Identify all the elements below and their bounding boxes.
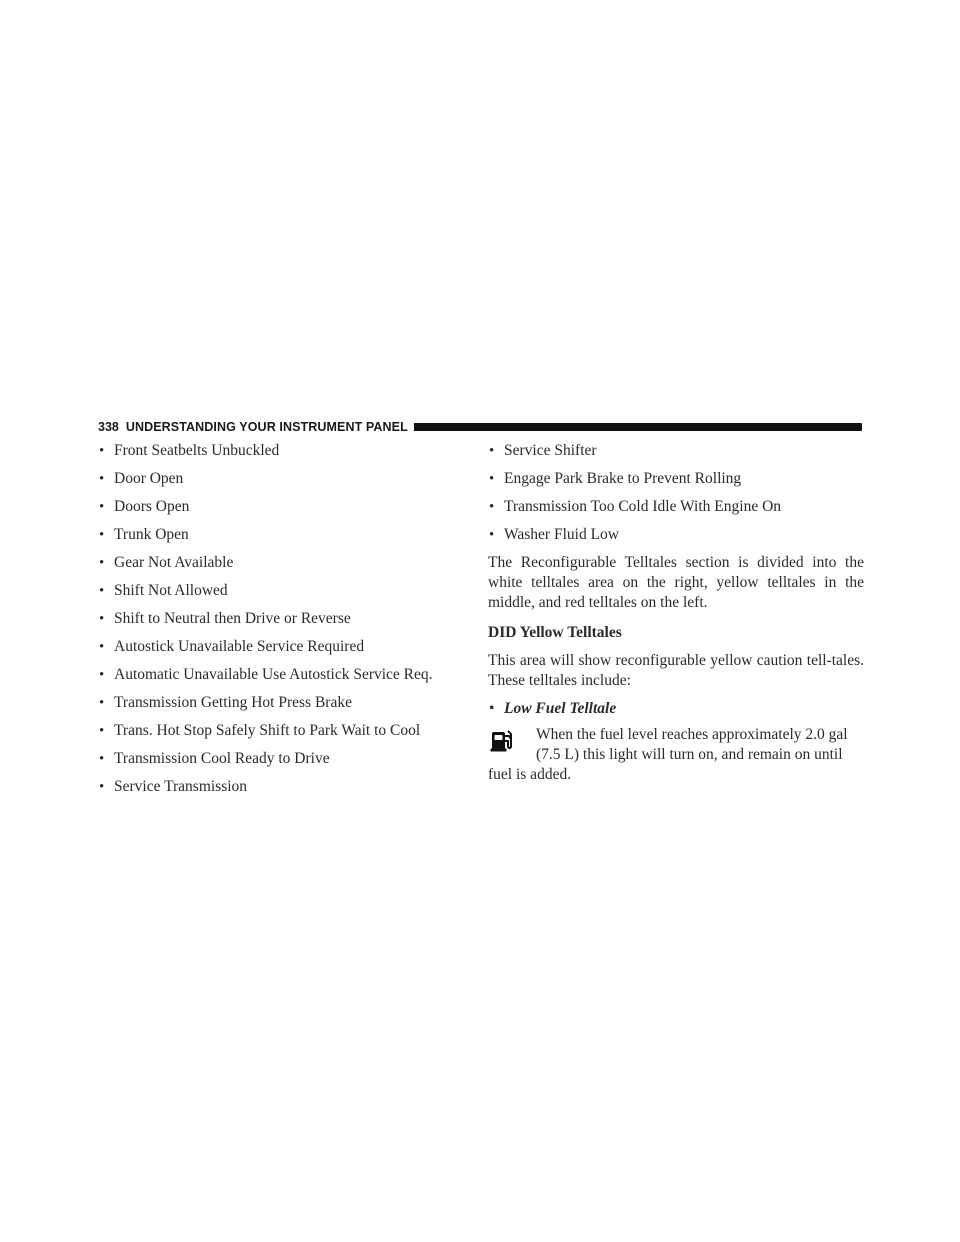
list-item: • Front Seatbelts Unbuckled [98, 441, 464, 461]
right-column [488, 441, 864, 785]
low-fuel-line2: (7.5 L) this light will turn on, and remain on until [536, 746, 843, 763]
low-fuel-description [488, 725, 864, 785]
left-column [98, 441, 464, 805]
telltales-section-paragraph: The Reconfigurable Telltales section is divided into the white telltales area on the right, yellow telltales in the middle, and red telltales on the left. [488, 554, 864, 611]
page-header [98, 418, 862, 436]
page-number: 338 [98, 420, 119, 434]
list-item: • Door Open [98, 469, 464, 489]
list-item: • Washer Fluid Low [488, 525, 864, 545]
list-item: • Transmission Cool Ready to Drive [98, 749, 464, 769]
intro-paragraph: This area will show reconfigurable yellow caution tell-tales. These telltales include: [488, 652, 864, 689]
list-item: • Service Shifter [488, 441, 864, 461]
list-item: • Gear Not Available [98, 553, 464, 573]
list-item: • Autostick Unavailable Service Required [98, 637, 464, 657]
low-fuel-line3: fuel is added. [488, 766, 572, 783]
list-item: • Trunk Open [98, 525, 464, 545]
list-item: • Service Transmission [98, 777, 464, 797]
message-list-right [488, 441, 864, 545]
list-item: • Trans. Hot Stop Safely Shift to Park Wait to Cool [98, 721, 464, 741]
fuel-pump-icon [490, 727, 516, 753]
list-item: • Doors Open [98, 497, 464, 517]
list-item: • Transmission Getting Hot Press Brake [98, 693, 464, 713]
section-heading: DID Yellow Telltales [488, 624, 622, 641]
list-item: • Shift to Neutral then Drive or Reverse [98, 609, 464, 629]
low-fuel-telltale-label: • Low Fuel Telltale [488, 699, 864, 719]
list-item: • Engage Park Brake to Prevent Rolling [488, 469, 864, 489]
list-item: • Automatic Unavailable Use Autostick Service Req. [98, 665, 464, 685]
list-item: • Shift Not Allowed [98, 581, 464, 601]
section-title: UNDERSTANDING YOUR INSTRUMENT PANEL [125, 420, 408, 434]
low-fuel-line1: When the fuel level reaches approximately 2.0 gal [536, 726, 848, 743]
message-list-left [98, 441, 464, 797]
header-rule [414, 423, 862, 431]
list-item: • Transmission Too Cold Idle With Engine On [488, 497, 864, 517]
